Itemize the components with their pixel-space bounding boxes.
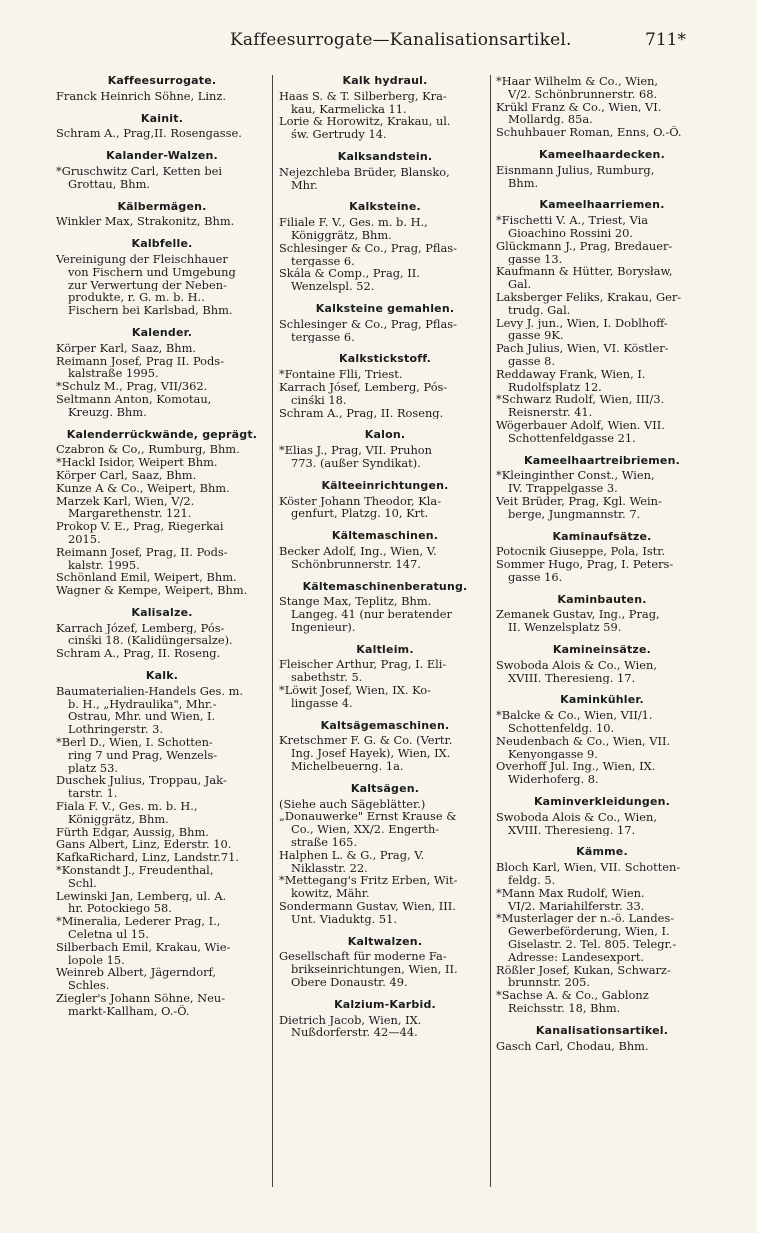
- entry-line: markt-Kallham, O.-Ö.: [68, 1004, 190, 1018]
- entry-line: Fiala F. V., Ges. m. b. H.,: [56, 800, 198, 813]
- entry-line: Prokop V. E., Prag, Riegerkai: [56, 520, 224, 533]
- section-heading: Kalksteine.: [349, 200, 421, 214]
- entry-line: Ingenieur).: [291, 620, 356, 634]
- entry-line: lingasse 4.: [291, 696, 353, 710]
- entry-line: *Haar Wilhelm & Co., Wien,: [496, 75, 659, 88]
- entry-line: *Hackl Isidor, Weipert Bhm.: [56, 456, 218, 469]
- entry-line: Swoboda Alois & Co., Wien,: [496, 810, 657, 824]
- entry-line: Schönland Emil, Weipert, Bhm.: [56, 571, 237, 585]
- section-gap: [279, 571, 491, 581]
- entry-line: „Donauwerke" Ernst Krause &: [279, 810, 457, 824]
- entry-line: b. H., „Hydraulika", Mhr.-: [68, 697, 217, 711]
- entry-line: *Fischetti V. A., Triest, Via: [496, 214, 649, 227]
- entry-line: Bloch Karl, Wien, VII. Schotten-: [496, 861, 681, 875]
- entry-line: Potocnik Giuseppe, Pola, Istr.: [496, 545, 666, 559]
- directory-section: [56, 140, 268, 190]
- entry-line: platz 53.: [68, 761, 119, 775]
- entry-line: *Elias J., Prag, VII. Pruhon: [279, 444, 432, 457]
- column-left: [56, 75, 268, 1018]
- entry-line: von Fischern und Umgebung: [68, 265, 236, 279]
- directory-section: [279, 989, 491, 1039]
- directory-section: [496, 75, 708, 139]
- entry-line: Swoboda Alois & Co., Wien,: [496, 658, 657, 672]
- entry-line: Weinreb Albert, Jägerndorf,: [56, 966, 216, 980]
- directory-section: [496, 634, 708, 684]
- entry-line: Fleischer Arthur, Prag, I. Eli-: [279, 658, 447, 672]
- section-heading: Kalkstickstoff.: [339, 352, 431, 366]
- entry-line: KafkaRichard, Linz, Landstr.71.: [56, 851, 240, 865]
- entry-line: Schram A., Prag, II. Roseng.: [279, 406, 444, 420]
- entry-line: Giselastr. 2. Tel. 805. Telegr.-: [508, 938, 677, 951]
- entry-line: berge, Jungmannstr. 7.: [508, 507, 641, 521]
- entry-line: Nejezchleba Brüder, Blansko,: [279, 165, 450, 179]
- entry-line: Kunze A & Co., Weipert, Bhm.: [56, 481, 230, 495]
- entry-line: lopole 15.: [68, 953, 125, 967]
- entry-line: Widerhoferg. 8.: [508, 773, 599, 787]
- directory-section: [279, 520, 491, 570]
- section-heading: Kalk.: [145, 669, 179, 683]
- entry-line: *Mineralia, Lederer Prag, I.,: [56, 915, 221, 929]
- entry-line: Baumaterialien-Handels Ges. m.: [56, 684, 244, 698]
- section-heading: Kamineinsätze.: [552, 643, 652, 657]
- entry-line: Körper Karl, Saaz, Bhm.: [56, 341, 196, 355]
- entry-line: gasse 8.: [508, 354, 556, 368]
- entry-line: Schuhbauer Roman, Enns, O.-Ö.: [496, 126, 682, 139]
- directory-section: [56, 597, 268, 660]
- directory-section: [496, 445, 708, 521]
- entry-line: ring 7 und Prag, Wenzels-: [68, 748, 218, 762]
- section-heading: Kalenderrückwände, geprägt.: [66, 427, 258, 441]
- entry-line: Margarethenstr. 121.: [68, 507, 192, 521]
- entry-line: Filiale F. V., Ges. m. b. H.,: [279, 216, 428, 229]
- entry-line: Levy J. jun., Wien, I. Doblhoff-: [496, 316, 668, 330]
- entry-line: 2015.: [68, 532, 101, 546]
- entry-line: Schottenfeldgasse 21.: [508, 431, 636, 445]
- entry-line: gasse 16.: [508, 570, 563, 584]
- entry-line: Laksberger Feliks, Krakau, Ger-: [496, 290, 682, 304]
- entry-line: tarstr. 1.: [68, 787, 118, 801]
- section-heading: Kalender.: [131, 325, 193, 339]
- entry-line: Lewinski Jan, Lemberg, ul. A.: [56, 889, 227, 903]
- entry-line: Glückmann J., Prag, Bredauer-: [496, 239, 673, 253]
- entry-line: Skála & Comp., Prag, II.: [279, 267, 420, 281]
- entry-line: Silberbach Emil, Krakau, Wie-: [56, 940, 231, 954]
- entry-line: Becker Adolf, Ing., Wien, V.: [279, 544, 437, 558]
- entry-line: Overhoff Jul. Ing., Wien, IX.: [496, 760, 656, 774]
- directory-section: [279, 75, 491, 141]
- entry-line: Mhr.: [291, 178, 318, 192]
- entry-line: Unt. Viaduktg. 51.: [291, 912, 397, 926]
- entry-line: Schlesinger & Co., Prag, Pflas-: [279, 241, 458, 255]
- entry-line: Lorie & Horowitz, Krakau, ul.: [279, 115, 451, 129]
- section-heading: Kaminaufsätze.: [552, 529, 652, 543]
- entry-line: kowitz, Mähr.: [291, 887, 370, 901]
- entry-line: Nußdorferstr. 42—44.: [291, 1026, 418, 1040]
- entry-line: tergasse 6.: [291, 330, 355, 344]
- entry-line: Fürth Edgar, Aussig, Bhm.: [56, 825, 209, 839]
- entry-line: Sondermann Gustav, Wien, III.: [279, 900, 456, 913]
- section-heading: Kalander-Walzen.: [106, 149, 218, 163]
- entry-line: Neudenbach & Co., Wien, VII.: [496, 734, 671, 748]
- section-heading: Kameelhaartreibriemen.: [524, 453, 680, 467]
- section-heading: Kaminbauten.: [557, 592, 647, 606]
- entry-line: Reddaway Frank, Wien, I.: [496, 367, 646, 381]
- entry-line: Körper Carl, Saaz, Bhm.: [56, 468, 197, 482]
- directory-section: [496, 189, 708, 444]
- directory-section: [279, 926, 491, 989]
- section-heading: Kalksandstein.: [337, 149, 433, 163]
- directory-section: [56, 75, 268, 103]
- directory-section: [279, 293, 491, 343]
- entry-line: Kretschmer F. G. & Co. (Vertr.: [279, 734, 453, 748]
- entry-line: Köster Johann Theodor, Kla-: [279, 494, 442, 508]
- directory-section: [496, 521, 708, 584]
- entry-line: Wagner & Kempe, Weipert, Bhm.: [56, 584, 248, 597]
- entry-line: Zemanek Gustav, Ing., Prag,: [496, 608, 660, 622]
- entry-line: kau, Karmelicka 11.: [291, 102, 407, 116]
- entry-line: Gasch Carl, Chodau, Bhm.: [496, 1039, 649, 1053]
- entry-line: Dietrich Jacob, Wien, IX.: [279, 1013, 422, 1027]
- entry-line: Fischern bei Karlsbad, Bhm.: [68, 304, 233, 317]
- entry-line: *Mann Max Rudolf, Wien.: [496, 886, 645, 900]
- section-heading: Kalisalze.: [131, 605, 193, 619]
- directory-section: [279, 634, 491, 710]
- entry-line: Bhm.: [508, 176, 539, 190]
- entry-line: *Löwit Josef, Wien, IX. Ko-: [279, 684, 431, 697]
- entry-line: Gewerbeförderung, Wien, I.: [508, 925, 670, 939]
- entry-line: Karrach Jósef, Lemberg, Pós-: [279, 380, 448, 394]
- entry-line: Kreuzg. Bhm.: [68, 405, 147, 419]
- entry-line: Gioachino Rossini 20.: [508, 226, 634, 240]
- section-heading: Kaltsägen.: [350, 781, 420, 795]
- directory-section: [56, 419, 268, 597]
- entry-line: straße 165.: [291, 836, 357, 849]
- directory-section: [56, 191, 268, 229]
- entry-line: *Schulz M., Prag, VII/362.: [56, 380, 208, 393]
- section-heading: Kaltleim.: [356, 642, 414, 656]
- entry-line: Krükl Franz & Co., Wien, VI.: [496, 100, 662, 114]
- section-heading: Kälbermägen.: [117, 199, 207, 213]
- section-heading: Kameelhaarriemen.: [539, 198, 665, 212]
- entry-line: VI/2. Mariahilferstr. 33.: [508, 899, 645, 913]
- entry-line: Czabron & Co,, Rumburg, Bhm.: [56, 443, 240, 457]
- entry-line: Stange Max, Teplitz, Bhm.: [279, 595, 432, 609]
- section-heading: Kalbfelle.: [131, 237, 193, 251]
- entry-line: produkte, r. G. m. b. H..: [68, 291, 205, 305]
- entry-line: *Gruschwitz Carl, Ketten bei: [56, 164, 223, 178]
- entry-line: Reichsstr. 18, Bhm.: [508, 1002, 621, 1015]
- column-right: [496, 75, 708, 1052]
- entry-line: V/2. Schönbrunnerstr. 68.: [508, 87, 658, 101]
- section-heading: Kalon.: [364, 428, 406, 442]
- entry-line: Königgrätz, Bhm.: [68, 812, 169, 826]
- entry-line: (Siehe auch Sägeblätter.): [279, 797, 426, 811]
- entry-line: Michelbeuerng. 1a.: [291, 760, 404, 773]
- directory-section: [279, 773, 491, 926]
- directory-section: [279, 191, 491, 293]
- entry-line: *Musterlager der n.-ö. Landes-: [496, 912, 675, 926]
- entry-line: *Mettegang's Fritz Erben, Wit-: [279, 874, 458, 888]
- entry-line: Lothringerstr. 3.: [68, 723, 163, 737]
- directory-section: [279, 343, 491, 419]
- entry-line: *Schwarz Rudolf, Wien, III/3.: [496, 393, 665, 407]
- entry-line: Wenzelspl. 52.: [291, 280, 375, 293]
- section-heading: Kanalisationsartikel.: [535, 1023, 669, 1037]
- entry-line: Veit Brüder, Prag, Kgl. Wein-: [496, 494, 662, 508]
- directory-section: [279, 470, 491, 520]
- section-heading: Kälteeinrichtungen.: [321, 478, 449, 492]
- section-heading: Kaminkühler.: [560, 693, 644, 707]
- entry-line: XVIII. Theresieng. 17.: [508, 823, 636, 837]
- entry-line: Co., Wien, XX/2. Engerth-: [291, 823, 440, 837]
- entry-line: Gans Albert, Linz, Ederstr. 10.: [56, 838, 232, 852]
- section-gap: [496, 521, 708, 531]
- entry-line: Seltmann Anton, Komotau,: [56, 392, 212, 406]
- entry-line: Ostrau, Mhr. und Wien, I.: [68, 710, 216, 724]
- directory-section: [496, 786, 708, 836]
- entry-line: IV. Trappelgasse 3.: [508, 482, 618, 495]
- section-heading: Kaltsägemaschinen.: [320, 718, 450, 732]
- entry-line: Gesellschaft für moderne Fa-: [279, 950, 447, 964]
- entry-line: Adresse: Landesexport.: [508, 950, 645, 964]
- directory-section: [56, 103, 268, 141]
- entry-line: Schram A., Prag, II. Roseng.: [56, 647, 221, 661]
- entry-line: Schram A., Prag,II. Rosengasse.: [56, 127, 242, 141]
- entry-line: II. Wenzelsplatz 59.: [508, 621, 622, 635]
- entry-line: Reimann Josef, Prag, II. Pods-: [56, 545, 228, 559]
- section-heading: Kaltwalzen.: [347, 934, 423, 948]
- entry-line: XVIII. Theresieng. 17.: [508, 671, 636, 685]
- entry-line: św. Gertrudy 14.: [291, 128, 387, 141]
- section-heading: Kaminverkleidungen.: [533, 795, 671, 809]
- entry-line: Haas S. & T. Silberberg, Kra-: [279, 89, 447, 103]
- directory-section: [279, 710, 491, 773]
- entry-line: Reimann Josef, Prag II. Pods-: [56, 354, 225, 368]
- entry-line: Grottau, Bhm.: [68, 177, 151, 191]
- entry-line: Rößler Josef, Kukan, Schwarz-: [496, 963, 671, 977]
- entry-line: cinśki 18.: [291, 393, 347, 407]
- column-divider: [272, 75, 273, 1187]
- entry-line: Pach Julius, Wien, VI. Köstler-: [496, 342, 669, 355]
- entry-line: *Fontaine Flli, Triest.: [279, 368, 403, 381]
- entry-line: 773. (außer Syndikat).: [291, 456, 421, 470]
- entry-line: Franck Heinrich Söhne, Linz.: [56, 89, 226, 103]
- section-heading: Kalksteine gemahlen.: [315, 301, 455, 315]
- entry-line: zur Verwertung der Neben-: [68, 278, 227, 292]
- entry-line: cinśki 18. (Kalidüngersalze).: [68, 634, 233, 648]
- entry-line: *Berl D., Wien, I. Schotten-: [56, 736, 213, 749]
- page-title: Kaffeesurrogate—Kanalisationsartikel.: [230, 30, 572, 50]
- entry-line: Mollardg. 85a.: [508, 113, 593, 127]
- entry-line: Gal.: [508, 278, 532, 291]
- entry-line: Obere Donaustr. 49.: [291, 976, 408, 989]
- directory-section: [56, 660, 268, 1018]
- entry-line: *Sachse A. & Co., Gablonz: [496, 989, 649, 1002]
- entry-line: feldg. 5.: [508, 874, 556, 887]
- directory-section: [279, 419, 491, 469]
- entry-line: trudg. Gal.: [508, 303, 571, 317]
- directory-section: [496, 584, 708, 634]
- entry-line: Wögerbauer Adolf, Wien. VII.: [496, 418, 665, 432]
- entry-line: Schlesinger & Co., Prag, Pflas-: [279, 317, 458, 331]
- entry-line: Reisnerstr. 41.: [508, 406, 593, 419]
- entry-line: Kaufmann & Hütter, Borysław,: [496, 265, 673, 279]
- entry-line: Duschek Julius, Troppau, Jak-: [56, 774, 227, 788]
- entry-line: Halphen L. & G., Prag, V.: [279, 848, 425, 862]
- entry-line: Kenyongasse 9.: [508, 747, 598, 761]
- entry-line: genfurt, Platzg. 10, Krt.: [291, 507, 429, 521]
- entry-line: *Balcke & Co., Wien, VII/1.: [496, 709, 653, 723]
- entry-line: Eisnmann Julius, Rumburg,: [496, 163, 655, 177]
- entry-line: Schles.: [68, 979, 110, 992]
- entry-line: Karrach Józef, Lemberg, Pós-: [56, 621, 225, 635]
- entry-line: gasse 9K.: [508, 329, 564, 343]
- entry-line: Rudolfsplatz 12.: [508, 380, 602, 394]
- directory-section: [496, 139, 708, 189]
- entry-line: brunnstr. 205.: [508, 976, 590, 990]
- directory-section: [279, 141, 491, 191]
- directory-section: [56, 228, 268, 317]
- entry-line: Sommer Hugo, Prag, I. Peters-: [496, 558, 674, 571]
- entry-line: Schönbrunnerstr. 147.: [291, 557, 421, 571]
- section-heading: Kämme.: [576, 845, 628, 859]
- section-heading: Kalk hydraul.: [342, 74, 428, 87]
- entry-line: Königgrätz, Bhm.: [291, 228, 392, 242]
- entry-line: kalstraße 1995.: [68, 367, 159, 381]
- directory-section: [496, 684, 708, 786]
- directory-section: [496, 1015, 708, 1053]
- entry-line: kalstr. 1995.: [68, 558, 140, 572]
- section-heading: Kältemaschinenberatung.: [302, 579, 468, 593]
- entry-line: Marzek Karl, Wien, V/2.: [56, 494, 195, 508]
- entry-line: Schl.: [68, 876, 97, 890]
- entry-line: Niklasstr. 22.: [291, 861, 368, 875]
- section-heading: Kalzium-Karbid.: [334, 997, 436, 1011]
- section-heading: Kainit.: [140, 111, 184, 125]
- entry-line: gasse 13.: [508, 252, 563, 266]
- entry-line: Schottenfeldg. 10.: [508, 722, 615, 735]
- entry-line: *Kleinginther Const., Wien,: [496, 469, 655, 483]
- directory-section: [496, 836, 708, 1014]
- page-header: [0, 30, 757, 58]
- column-middle: [279, 75, 491, 1039]
- directory-section: [279, 571, 491, 634]
- section-heading: Kaffeesurrogate.: [107, 74, 217, 87]
- entry-line: sabethstr. 5.: [291, 671, 363, 685]
- entry-line: *Konstandt J., Freudenthal,: [56, 864, 214, 877]
- entry-line: Langeg. 41 (nur beratender: [291, 608, 452, 621]
- entry-line: Vereinigung der Fleischhauer: [56, 252, 228, 266]
- entry-line: hr. Potockiego 58.: [68, 902, 172, 916]
- section-heading: Kältemaschinen.: [331, 529, 439, 543]
- entry-line: brikseinrichtungen, Wien, II.: [291, 963, 458, 977]
- section-heading: Kameelhaardecken.: [539, 147, 665, 161]
- entry-line: Winkler Max, Strakonitz, Bhm.: [56, 215, 235, 229]
- entry-line: Ing. Josef Hayek), Wien, IX.: [291, 747, 451, 761]
- entry-line: tergasse 6.: [291, 254, 355, 268]
- page-number: 711*: [645, 30, 686, 50]
- entry-line: Ziegler's Johann Söhne, Neu-: [56, 992, 226, 1005]
- directory-section: [56, 317, 268, 419]
- entry-line: Celetna ul 15.: [68, 928, 149, 941]
